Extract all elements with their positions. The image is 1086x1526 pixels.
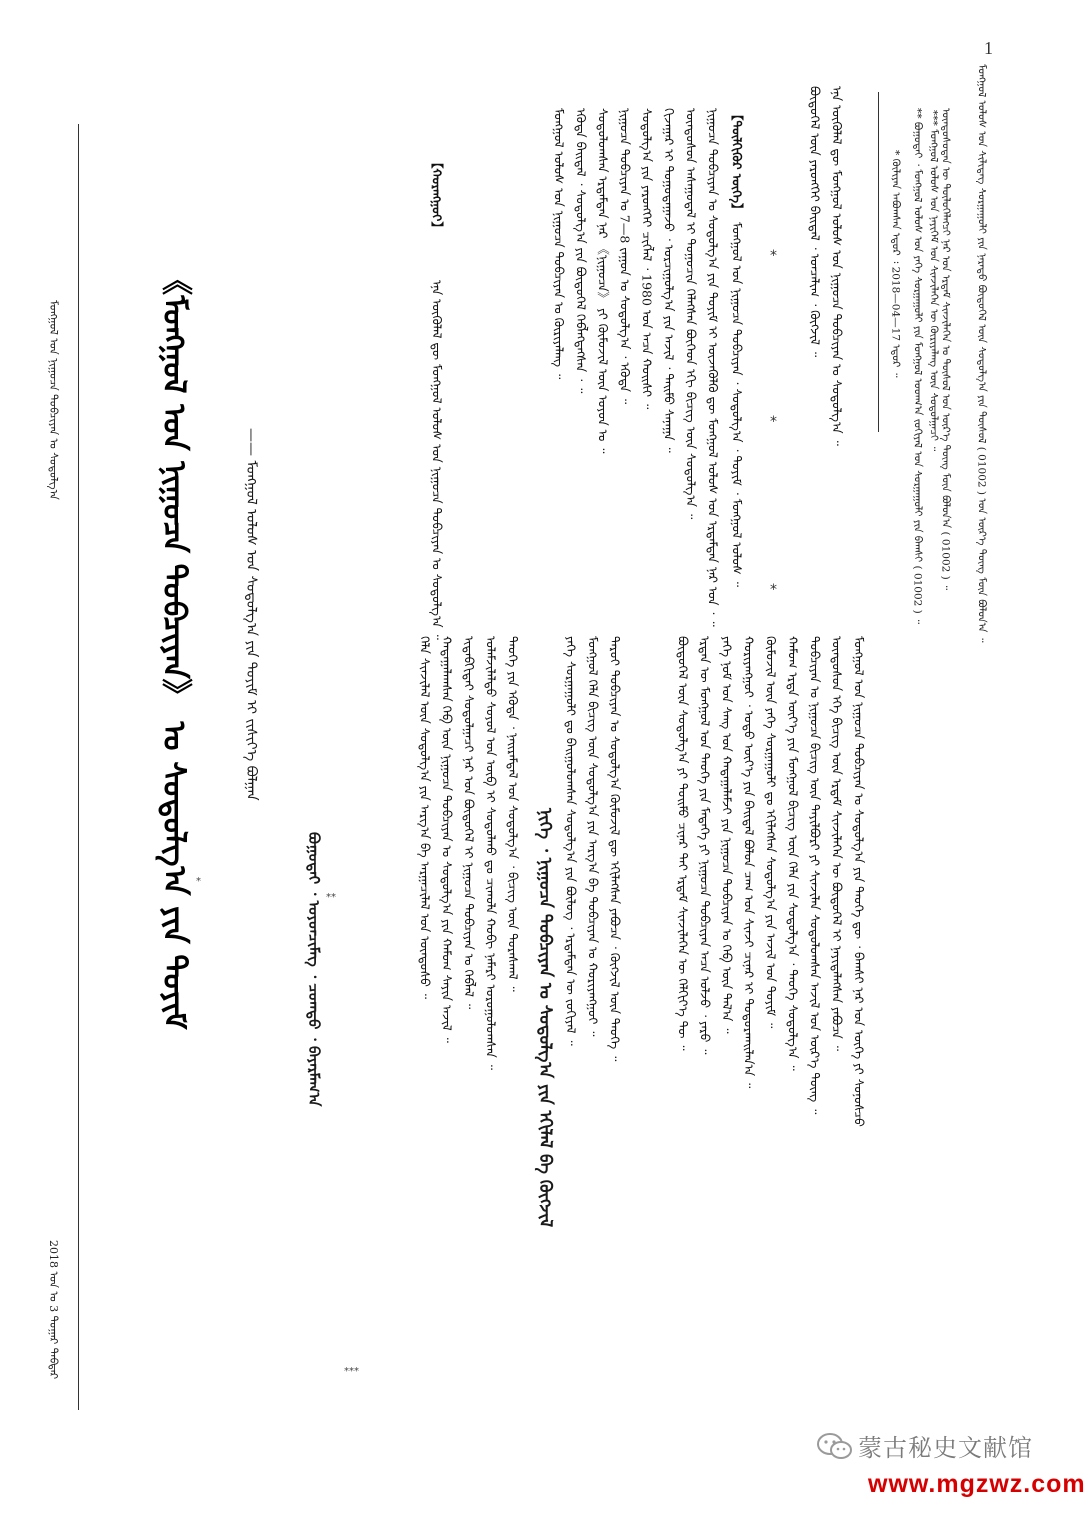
article-title: 《ᠮᠣᠩᠭᠣᠯ ᠤᠨ ᠨᠢᠭᠤᠴᠠ ᠲᠣᠪᠴᠢᠶᠠᠨ》 ᠤ ᠰᠤᠳᠤᠯᠭ᠎ᠠ ᠶᠢᠨ ᠲᠣᠶᠢᠮ	[156, 264, 192, 1030]
author-footnote-mark: ***	[344, 1366, 359, 1377]
abstract-line: ᠡᠭᠦᠳᠡ ᠪᠠᠢᠳᠠᠯ ᠂ ᠰᠤᠳᠤᠯᠭ᠎ᠠ ᠶᠢᠨ ᠪᠦᠲᠦᠭᠡᠯ ᠬᠡᠪᠯᠡᠭᠳᠡᠭᠰᠡᠨ ᠂ ᠃	[573, 108, 589, 394]
body-line: ᠢᠳᠡᠪᠬᠢᠲᠡᠢ ᠰᠤᠳᠤᠯᠭᠠᠴᠢ ᠨᠠᠷ ᠤᠨ ᠪᠦᠲᠦᠭᠡᠯ ᠢ ᠨᠢᠭᠤᠴᠠ ᠲᠣᠪᠴᠢᠶᠠᠨ ᠤ ᠬᠡᠪᠯᠡᠯ ᠃	[461, 636, 477, 1010]
abstract-label: 【ᠬᠤᠷᠠᠩᠭᠤᠢ】	[429, 156, 445, 234]
intro-line: ᠪᠦᠲᠦᠭᠡᠯ ᠦᠨ ᠶᠡᠷᠦᠩᠬᠡᠢ ᠪᠠᠢᠳᠠᠯ ᠂ ᠣᠨᠴᠠᠯᠢᠭ ᠂ ᠬᠥᠭᠵᠢᠯ ᠃	[807, 86, 823, 358]
footnote-line: *** ᠮᠣᠩᠭᠣᠯ ᠤᠯᠤᠰ ᠤᠨ ᠨᠡᠶᠢᠭᠡᠮ ᠤᠨ ᠰᠢᠨᠵᠢᠯᠡᠭᠡᠨ ᠦ ᠬᠦᠷᠢᠶᠡᠯᠡᠩ ᠦᠨ ᠰᠤᠳᠤᠯᠭᠠᠴᠢ ᠃	[927, 110, 940, 452]
footnote-line: ** ᠪᠤᠭᠤᠳᠠᠢ ᠂ ᠮᠣᠩᠭᠣᠯ ᠤᠯᠤᠰ ᠤᠨ ᠶᠡᠬᠡ ᠰᠤᠷᠭᠠᠭᠤᠯᠢ ᠶᠢᠨ ᠮᠣᠩᠭᠣᠯ ᠤᠳᠬ᠎ᠠ ᠵᠣᠬᠢᠶᠠᠯ ᠤᠨ ᠰᠤᠷᠭᠠᠭᠤᠯᠢ ᠶᠢᠨ ᠪᠠᠭᠰᠢ ( 01002 ) ᠃	[911, 108, 924, 625]
keywords-body: ᠮᠣᠩᠭᠣᠯ ᠤᠨ ᠨᠢᠭᠤᠴᠠ ᠲᠣᠪᠴᠢᠶᠠᠨ ᠂ ᠰᠤᠳᠤᠯᠭ᠎ᠠ ᠂ ᠲᠣᠶᠢᠮ ᠂ ᠮᠣᠩᠭᠣᠯ ᠤᠯᠤᠰ ᠃	[729, 222, 745, 588]
body-line: ᠪᠦᠲᠦᠭᠡᠯ ᠦᠨ ᠰᠤᠳᠤᠯᠭ᠎ᠠ ᠶᠢ ᠲᠣᠢᠮᠤ ᠴᠢᠨᠠᠷ ᠲᠠᠢ ᠡᠷᠳᠡᠮ ᠰᠢᠨᠵᠢᠯᠡᠭᠡᠨ ᠦ ᠬᠡᠯᠬᠢᠶ᠎ᠡ ᠲᠦ ᠃	[675, 636, 691, 1051]
body-line: ᠶᠡᠬᠡ ᠨᠣᠮ ᠤᠨ ᠰᠠᠩ ᠤᠨ ᠬᠠᠳᠠᠭᠠᠯᠠᠮᠵᠢ ᠶᠢᠨ ᠨᠢᠭᠤᠴᠠ ᠲᠣᠪᠴᠢᠶᠠᠨ ᠤ ᠬᠡᠪ ᠦᠨ ᠲᠠᠯ᠎ᠠ ᠃	[719, 636, 735, 1034]
keywords-label: 【ᠲᠦᠯᠬᠢᠭᠦᠷ ᠦᠭᠡ】	[729, 108, 745, 216]
header-rule	[78, 124, 79, 1410]
body-line: ᠳᠠᠷᠤᠢ ᠲᠣᠪᠴᠢᠶᠠᠨ ᠤ ᠰᠤᠳᠤᠯᠭ᠎ᠠ ᠬᠦᠮᠦᠵᠢᠯ ᠳᠦ ᠡᠬᠢᠯᠡᠭᠰᠡᠨ ᠶᠠᠪᠤᠴᠠ ᠂ ᠬᠥᠭᠵᠢᠯ ᠦᠨ ᠲᠡᠦᠬᠡ ᠃	[607, 636, 623, 1062]
title-footnote-mark: *	[196, 876, 201, 887]
footnote-line: ᠮᠣᠩᠭᠣᠯ ᠤᠯᠤᠰ ᠤᠨ ᠰᠢᠯᠢᠳᠡᠭ ᠰᠤᠷᠭᠠᠭᠤᠯᠢ ᠶᠢᠨ ᠨᠡᠷᠡᠲᠦ ᠪᠦᠲᠦᠭᠡᠯ ᠦᠨ ᠰᠤᠳᠤᠯᠭ᠎ᠠ ᠶᠢᠨ ᠲᠥᠰᠥᠯ ( 01002 ) ᠤᠨ ᠦᠷ᠎ᠡ ᠳᠦᠩ ᠮᠥᠨ ᠪᠣᠯᠤᠨ᠎ᠠ ᠃	[975, 64, 988, 643]
body-line: ᠡᠷᠲᠡᠨ ᠦ ᠮᠣᠩᠭᠣᠯ ᠤᠨ ᠲᠡᠦᠬᠡ ᠶᠢᠨ ᠮᠡᠳᠡᠭᠡ ᠶᠢ ᠨᠢᠭᠤᠴᠠ ᠲᠣᠪᠴᠢᠶᠠᠨ ᠠᠴᠠ ᠤᠯᠵᠤ ᠂ ᠶᠡᠷᠦ ᠃	[697, 636, 713, 1055]
watermark-url: www.mgzwz.com	[868, 1470, 1086, 1498]
article-subtitle: —— ᠮᠣᠩᠭᠣᠯ ᠤᠯᠤᠰ ᠤᠨ ᠰᠤᠳᠤᠯᠭ᠎ᠠ ᠶᠢᠨ ᠲᠣᠶᠢᠮ ᠢ ᠵᠢᠱᠢᠶ᠎ᠡ ᠪᠣᠯᠭᠠᠨ	[243, 428, 259, 801]
abstract-line: ᠦᠨᠳᠦᠰᠦᠨ ᠠᠰᠠᠭᠤᠳᠠᠯ ᠢ ᠲᠣᠭᠣᠴᠢᠨ ᠬᠡᠯᠡᠭᠰᠡᠨ ᠪᠥᠭᠡᠳ ᠡᠬᠢ ᠪᠢᠴᠢᠭ ᠦᠨ ᠰᠤᠳᠤᠯᠭ᠎ᠠ ᠃	[683, 108, 699, 520]
page-number: 1	[984, 38, 993, 58]
body-line: ᠬᠠᠮᠤᠭ ᠡᠷᠲᠡ ᠦᠶ᠎ᠡ ᠶᠢᠨ ᠮᠣᠩᠭᠣᠯ ᠪᠢᠴᠢᠭ ᠦᠨ ᠬᠡᠯᠡ ᠶᠢᠨ ᠰᠤᠳᠤᠯᠭ᠎ᠠ ᠂ ᠲᠡᠦᠬᠡ ᠰᠤᠳᠤᠯᠭ᠎ᠠ ᠃	[785, 636, 801, 1071]
wechat-icon	[816, 1432, 854, 1462]
abstract-line: ᠨᠢᠭᠤᠴᠠ ᠲᠣᠪᠴᠢᠶᠠᠨ ᠤ 7—8 ᠵᠠᠭᠤᠨ ᠤ ᠰᠤᠳᠤᠯᠭ᠎ᠠ ᠂ ᠡᠭᠦᠳᠡ ᠃	[617, 108, 633, 405]
body-line: ᠦᠨᠳᠦᠰᠦᠨ ᠡᠬᠡ ᠪᠢᠴᠢᠭ ᠦᠨ ᠡᠷᠳᠡᠮ ᠰᠢᠨᠵᠢᠯᠡᠭᠡᠨ ᠦ ᠪᠦᠲᠦᠭᠡᠯ ᠢ ᠨᠡᠶᠢᠲᠡᠯᠡᠭᠰᠡᠨ ᠶᠠᠪᠤᠴᠠ ᠃	[829, 636, 845, 1051]
footnote-separator	[878, 92, 879, 432]
intro-line: ᠡᠨᠡ ᠥᠭᠦᠯᠡᠯ ᠳᠦ ᠮᠣᠩᠭᠣᠯ ᠤᠯᠤᠰ ᠤᠨ ᠨᠢᠭᠤᠴᠠ ᠲᠣᠪᠴᠢᠶᠠᠨ ᠤ ᠰᠤᠳᠤᠯᠭ᠎ᠠ ᠃	[829, 86, 845, 446]
abstract-line: ᠮᠣᠩᠭᠣᠯ ᠤᠯᠤᠰ ᠤᠨ ᠨᠢᠭᠤᠴᠠ ᠲᠣᠪᠴᠢᠶᠠᠨ ᠤ ᠬᠦᠷᠢᠶᠡᠯᠡᠩ ᠃	[551, 108, 567, 380]
body-line: ᠬᠤᠷᠢᠶᠠᠩᠭᠤᠢ ᠂ ᠣᠳᠣ ᠦᠶ᠎ᠡ ᠶᠢᠨ ᠪᠠᠢᠳᠠᠯ ᠪᠣᠯᠤᠨ ᠴᠠᠭ ᠤᠨ ᠰᠢᠨᠵᠢ ᠴᠢᠨᠠᠷ ᠢ ᠲᠣᠳᠣᠷᠬᠠᠢᠯᠠᠨ᠎ᠠ ᠃	[741, 636, 757, 1089]
article-authors: ᠪᠤᠭᠤᠳᠠᠢ ᠂ ᠣᠶᠤᠨᠴᠢᠮᠡᠭ ᠂ ᠴᠣᠭᠲᠤ ᠂ ᠪᠠᠶᠠᠷᠮᠠᠭ᠎ᠠ	[305, 832, 323, 1107]
watermark	[808, 1428, 1086, 1514]
abstract-line: ᠨᠢᠭᠤᠴᠠ ᠲᠣᠪᠴᠢᠶᠠᠨ ᠤ ᠰᠤᠳᠤᠯᠭ᠎ᠠ ᠶᠢᠨ ᠲᠣᠶᠢᠮ ᠢ ᠦᠵᠡᠭᠦᠯᠬᠦ ᠳᠦ ᠮᠣᠩᠭᠣᠯ ᠤᠯᠤᠰ ᠤᠨ ᠡᠷᠳᠡᠮᠲᠡᠨ ᠨᠠᠷ ᠤᠨ ᠂ ᠃	[705, 108, 721, 627]
abstract-line: ᠰᠤᠳᠤᠯᠭ᠎ᠠ ᠶᠢᠨ ᠶᠡᠷᠦᠩᠬᠡᠢ ᠴᠢᠭᠯᠡᠯ ᠂ 1980 ᠣᠨ ᠠᠴᠠ ᠬᠣᠢᠰᠢ ᠃	[639, 108, 655, 410]
running-header-issue: 2018 ᠣᠨ ᠤ 3 ᠳᠤᠭᠠᠷ ᠳᠡᠪᠲᠡᠷ	[47, 1240, 60, 1380]
asterisk-divider: *	[770, 582, 777, 598]
body-line: ᠮᠣᠩᠭᠣᠯ ᠤᠨ ᠨᠢᠭᠤᠴᠠ ᠲᠣᠪᠴᠢᠶᠠᠨ ᠤ ᠰᠤᠳᠤᠯᠭ᠎ᠠ ᠶᠢᠨ ᠲᠡᠦᠬᠡ ᠳᠦ ᠂ ᠪᠠᠭᠰᠢ ᠨᠠᠷ ᠤᠨ ᠦᠭᠡ ᠶᠢ ᠰᠣᠨᠣᠰᠴᠤ	[851, 636, 867, 1127]
running-header: ᠮᠣᠩᠭᠣᠯ ᠤᠨ ᠨᠢᠭᠤᠴᠠ ᠲᠣᠪᠴᠢᠶᠠᠨ ᠤ ᠰᠤᠳᠤᠯᠭ᠎ᠠ	[47, 300, 60, 500]
body-line: ᠬᠠᠳᠠᠭᠠᠯᠠᠭᠰᠠᠨ ᠬᠡᠪ ᠦᠨ ᠨᠢᠭᠤᠴᠠ ᠲᠣᠪᠴᠢᠶᠠᠨ ᠤ ᠰᠤᠳᠤᠯᠭ᠎ᠠ ᠶᠢᠨ ᠬᠠᠮᠤᠭ ᠰᠠᠶᠢᠨ ᠠᠵᠢᠯ ᠃	[439, 636, 455, 1043]
footnote-line: ᠦᠨᠳᠦᠰᠦᠳᠡᠨ ᠦ ᠲᠥᠯᠥᠭᠡᠯᠡᠭᠴᠢ ᠨᠠᠷ ᠤᠨ ᠡᠷᠳᠡᠮ ᠰᠢᠨᠵᠢᠯᠡᠭᠡᠨ ᠤ ᠲᠥᠰᠥᠯ ᠤᠨ ᠦᠷ᠎ᠡ ᠳᠦᠩ ᠮᠥᠨ ᠪᠣᠯᠤᠨ᠎ᠠ ( 01002 ) ᠃	[939, 108, 952, 591]
body-line: ᠮᠣᠩᠭᠣᠯ ᠬᠡᠯᠡ ᠪᠢᠴᠢᠭ ᠦᠨ ᠰᠤᠳᠤᠯᠭ᠎ᠠ ᠶᠢᠨ ᠠᠷᠭ᠎ᠠ ᠪᠠ ᠲᠣᠪᠴᠢᠶᠠᠨ ᠤ ᠬᠣᠷᠢᠶᠠᠩᠭᠤᠢ ᠃	[585, 636, 601, 1037]
abstract-line: ᠬᠢᠵᠠᠭᠠᠷ ᠢ ᠲᠣᠭᠣᠲᠠᠭᠠᠵᠤ ᠂ ᠣᠷᠴᠢᠭᠤᠯᠭ᠎ᠠ ᠶᠢᠨ ᠠᠵᠢᠯ ᠂ ᠲᠡᠢᠮᠦ ᠰᠠᠨᠠᠭᠠ ᠃	[661, 108, 677, 453]
body-line: ᠬᠦᠮᠦᠵᠢᠯ ᠦᠨ ᠶᠡᠬᠡ ᠰᠤᠷᠭᠠᠭᠤᠯᠢ ᠳᠤ ᠡᠬᠢᠯᠡᠭᠰᠡᠨ ᠰᠤᠳᠤᠯᠭ᠎ᠠ ᠶᠢᠨ ᠠᠵᠢᠯ ᠤᠨ ᠲᠣᠶᠢᠮ ᠃	[763, 636, 779, 1029]
body-line: ᠬᠡᠯᠡ ᠰᠢᠨᠵᠢᠯᠡᠯ ᠦᠨ ᠰᠤᠳᠤᠯᠭ᠎ᠠ ᠶᠢᠨ ᠠᠷᠭ᠎ᠠ ᠪᠠ ᠠᠷᠭᠠᠴᠢᠯᠠᠯ ᠤᠨ ᠦᠨᠳᠦᠰᠦ ᠃	[417, 636, 433, 999]
abstract-line: ᠰᠤᠳᠤᠯᠤᠭᠰᠠᠨ ᠡᠷᠳᠡᠮᠲᠡᠨ ᠨᠠᠷ 《ᠨᠢᠭᠤᠴᠠ》 ᠶᠢ ᠬᠦᠮᠦᠵᠢᠯ ᠦᠨ ᠣᠶᠤᠨ ᠤ ᠃	[595, 108, 611, 454]
body-line: ᠲᠣᠪᠴᠢᠶᠠᠨ ᠤ ᠨᠢᠭᠤᠴᠠ ᠪᠢᠴᠢᠭ ᠦᠨ ᠲᠠᠶᠢᠯᠪᠤᠷᠢ ᠶᠢ ᠰᠢᠨᠵᠢᠯᠡᠨ ᠰᠤᠳᠤᠯᠤᠭᠰᠠᠨ ᠠᠵᠢᠯ ᠤᠨ ᠦᠷ᠎ᠡ ᠳᠦᠩ ᠃	[807, 636, 823, 1115]
abstract-line: ᠡᠨᠡ ᠥᠭᠦᠯᠡᠯ ᠳᠦ ᠮᠣᠩᠭᠣᠯ ᠤᠯᠤᠰ ᠤᠨ ᠨᠢᠭᠤᠴᠠ ᠲᠣᠪᠴᠢᠶᠠᠨ ᠤ ᠰᠤᠳᠤᠯᠭ᠎ᠠ ᠃	[429, 280, 445, 640]
body-line: ᠤᠯᠠᠮᠵᠢᠯᠠᠯᠳᠤ ᠰᠣᠶᠣᠯ ᠤᠨ ᠥᠪ ᠢ ᠰᠤᠳᠤᠯᠬᠤ ᠳᠤ ᠴᠢᠬᠤᠯᠠ ᠬᠤᠪᠢ ᠨᠡᠮᠡᠷᠢ ᠣᠷᠤᠭᠤᠯᠤᠭᠰᠠᠨ ᠃	[483, 636, 499, 1070]
watermark-text: 蒙古秘史文献馆	[858, 1434, 1033, 1462]
body-line: ᠲᠡᠦᠬᠡ ᠶᠢᠨ ᠡᠭᠦᠳᠡ ᠂ ᠨᠠᠢᠷᠠᠮᠳᠠᠯ ᠤᠨ ᠰᠤᠳᠤᠯᠭ᠎ᠠ ᠂ ᠪᠢᠴᠢᠭ ᠦᠨ ᠳᠤᠷᠠᠰᠬᠠᠯ ᠃	[505, 636, 521, 992]
author-footnote-mark: **	[326, 892, 336, 903]
asterisk-divider: *	[770, 414, 777, 430]
body-line: ᠶᠡᠬᠡ ᠰᠤᠷᠭᠠᠭᠤᠯᠢ ᠳᠤ ᠪᠠᠢᠭᠤᠯᠤᠭᠰᠠᠨ ᠰᠤᠳᠤᠯᠭ᠎ᠠ ᠶᠢᠨ ᠪᠦᠯᠦᠭ ᠂ ᠡᠷᠳᠡᠮᠲᠡᠨ ᠦ ᠵᠣᠬᠢᠶᠠᠯ ᠃	[563, 636, 579, 1046]
section-heading: ᠨᠢᠭᠡ ᠂ ᠨᠢᠭᠤᠴᠠ ᠲᠣᠪᠴᠢᠶᠠᠨ ᠤ ᠰᠤᠳᠤᠯᠭ᠎ᠠ ᠶᠢᠨ ᠡᠬᠢᠯᠡᠯ ᠪᠠ ᠬᠥᠭᠵᠢᠯ	[535, 808, 555, 1228]
asterisk-divider: *	[770, 248, 777, 264]
footnote-line: * ᠬᠦᠯᠢᠶᠡᠨ ᠠᠪᠤᠭᠰᠠᠨ ᠡᠳᠦᠷ ᠄ 2018—04—17 ᠡᠳᠦᠷ ᠃	[889, 150, 902, 378]
